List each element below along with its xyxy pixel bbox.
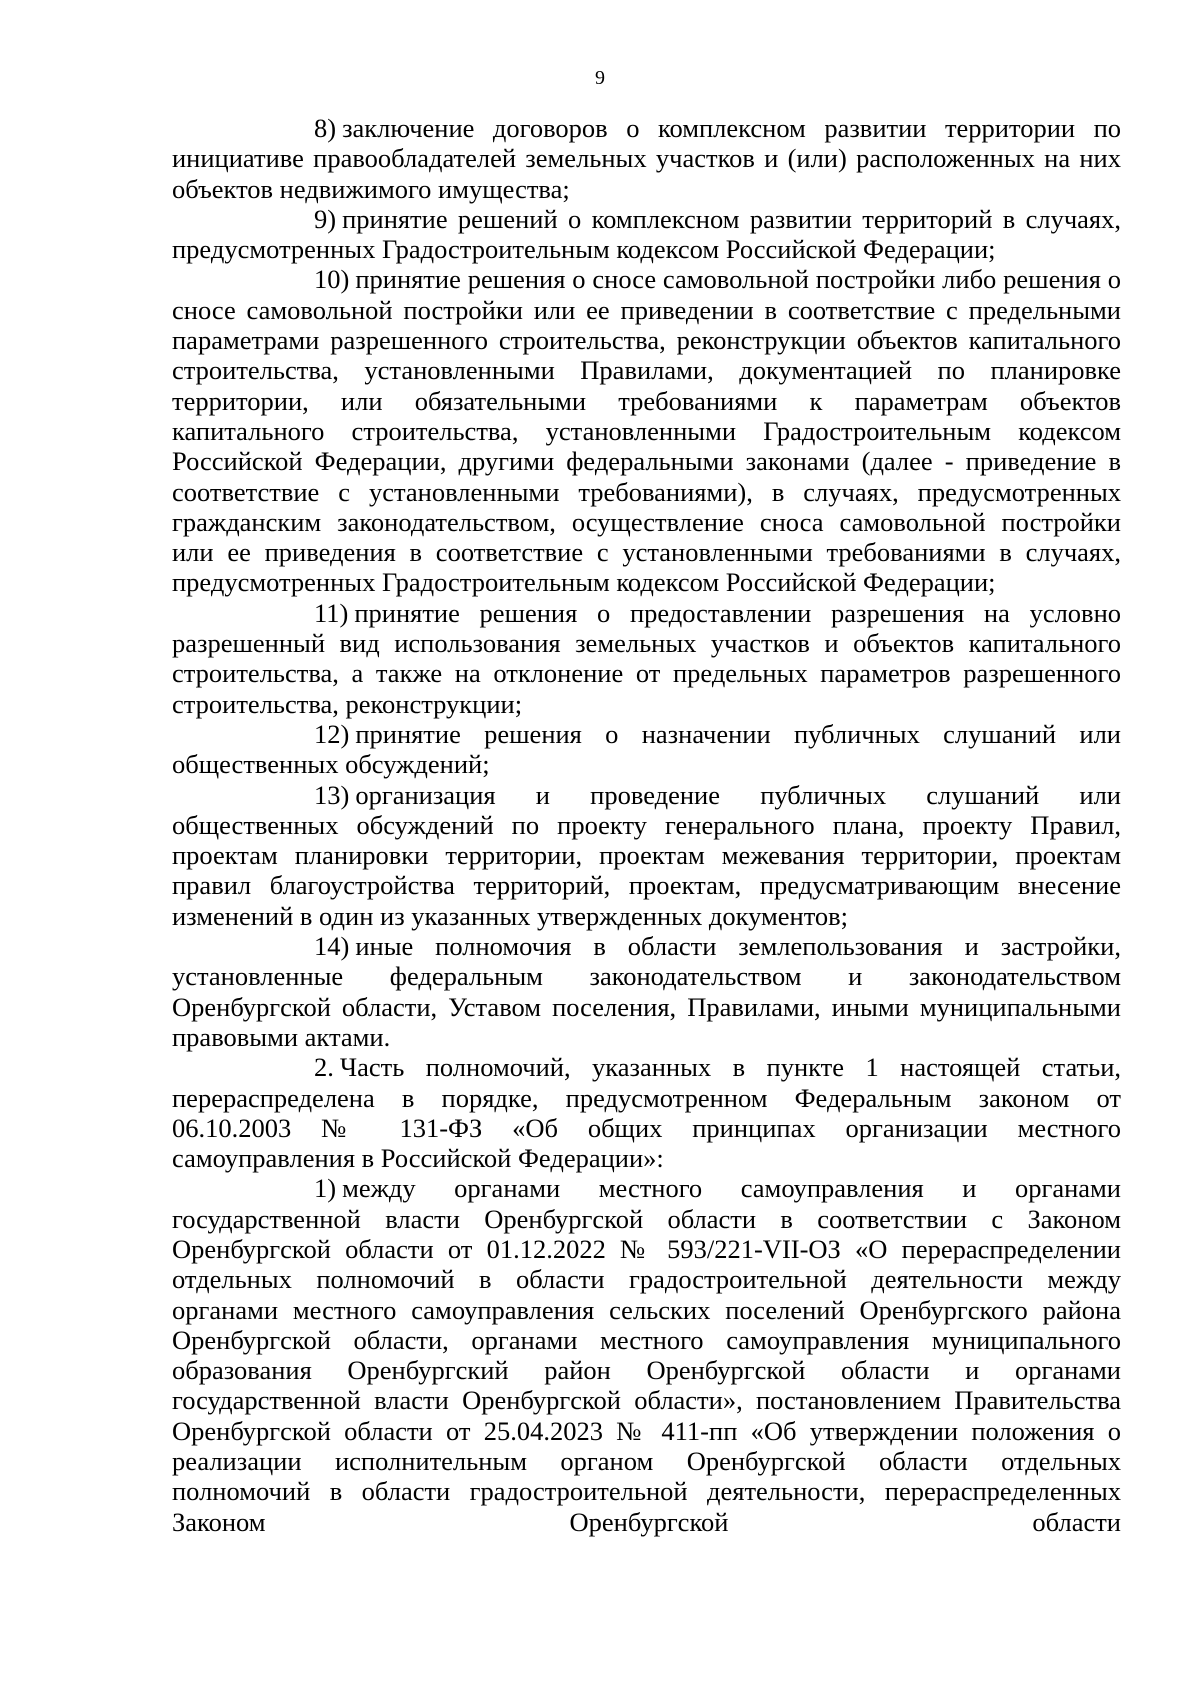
item-text: иные полномочия в области землепользования и застройки, установленные федеральным законодательством и законодательством Оренбургской области, Уставом поселения, Правилами, иными муниципальными правовыми актами.	[172, 931, 1121, 1052]
list-item	[172, 931, 1121, 1052]
item-number: 8)	[314, 113, 337, 143]
item-number: 10)	[314, 264, 350, 295]
list-item	[172, 264, 1121, 597]
list-item	[172, 719, 1121, 780]
document-body	[172, 113, 1121, 1537]
list-item	[172, 204, 1121, 265]
item-number: 1)	[314, 1173, 337, 1204]
list-item	[172, 780, 1121, 931]
list-item	[172, 598, 1121, 719]
item-number: 2.	[314, 1052, 334, 1083]
item-text: принятие решений о комплексном развитии территорий в случаях, предусмотренных Градостроительным кодексом Российской Федерации;	[172, 203, 1121, 265]
item-number: 11)	[314, 597, 349, 628]
item-number: 13)	[314, 779, 350, 810]
item-number: 12)	[314, 718, 350, 749]
item-text: принятие решения о предоставлении разрешения на условно разрешенный вид использования земельных участков и объектов капитального строительства, а также на отклонение от предельных параметров разрешенного строительства, реконструкции;	[172, 597, 1121, 719]
list-item	[172, 1052, 1121, 1173]
item-text: организация и проведение публичных слушаний или общественных обсуждений по проекту генерального плана, проекту Правил, проектам планировки территории, проектам межевания территории, проектам правил благоустройства территорий, проектам, предусматривающим внесение изменений в один из указанных утвержденных документов;	[172, 779, 1121, 931]
item-number: 14)	[314, 931, 350, 962]
item-text: заключение договоров о комплексном развитии территории по инициативе правообладателей земельных участков и (или) расположенных на них объектов недвижимого имущества;	[172, 113, 1121, 204]
item-text: Часть полномочий, указанных в пункте 1 настоящей статьи, перераспределена в порядке, предусмотренном Федеральным законом от 06.10.2003 № 131-ФЗ «Об общих принципах организации местного самоуправления в Российской Федерации»:	[172, 1052, 1121, 1174]
item-number: 9)	[314, 203, 337, 234]
item-text: между органами местного самоуправления и органами государственной власти Оренбургской области в соответствии с Законом Оренбургской области от 01.12.2022 № 593/221-VII-ОЗ «О перераспределении отдельных полномочий в области градостроительной деятельности между органами местного самоуправления сельских поселений Оренбургского района Оренбургской области, органами местного самоуправления муниципального образования Оренбургский район Оренбургской области и органами государственной власти Оренбургской области», постановлением Правительства Оренбургской области от 25.04.2023 № 411-пп «Об утверждении положения о реализации исполнительным органом Оренбургской области отдельных полномочий в области градостроительной деятельности, перераспределенных Законом Оренбургской области	[172, 1173, 1121, 1537]
list-item	[172, 113, 1121, 204]
list-item	[172, 1173, 1121, 1537]
item-text: принятие решения о сносе самовольной постройки либо решения о сносе самовольной постройки или ее приведении в соответствие с предельными параметрами разрешенного строительства, реконструкции объектов капитального строительства, установленными Правилами, документацией по планировке территории, или обязательными требованиями к параметрам объектов капитального строительства, установленными Градостроительным кодексом Российской Федерации, другими федеральными законами (далее - приведение в соответствие с установленными требованиями), в случаях, предусмотренных гражданским законодательством, осуществление сноса самовольной постройки или ее приведения в соответствие с установленными требованиями в случаях, предусмотренных Градостроительным кодексом Российской Федерации;	[172, 264, 1121, 598]
item-text: принятие решения о назначении публичных слушаний или общественных обсуждений;	[172, 718, 1121, 780]
page-number: 9	[595, 67, 605, 89]
